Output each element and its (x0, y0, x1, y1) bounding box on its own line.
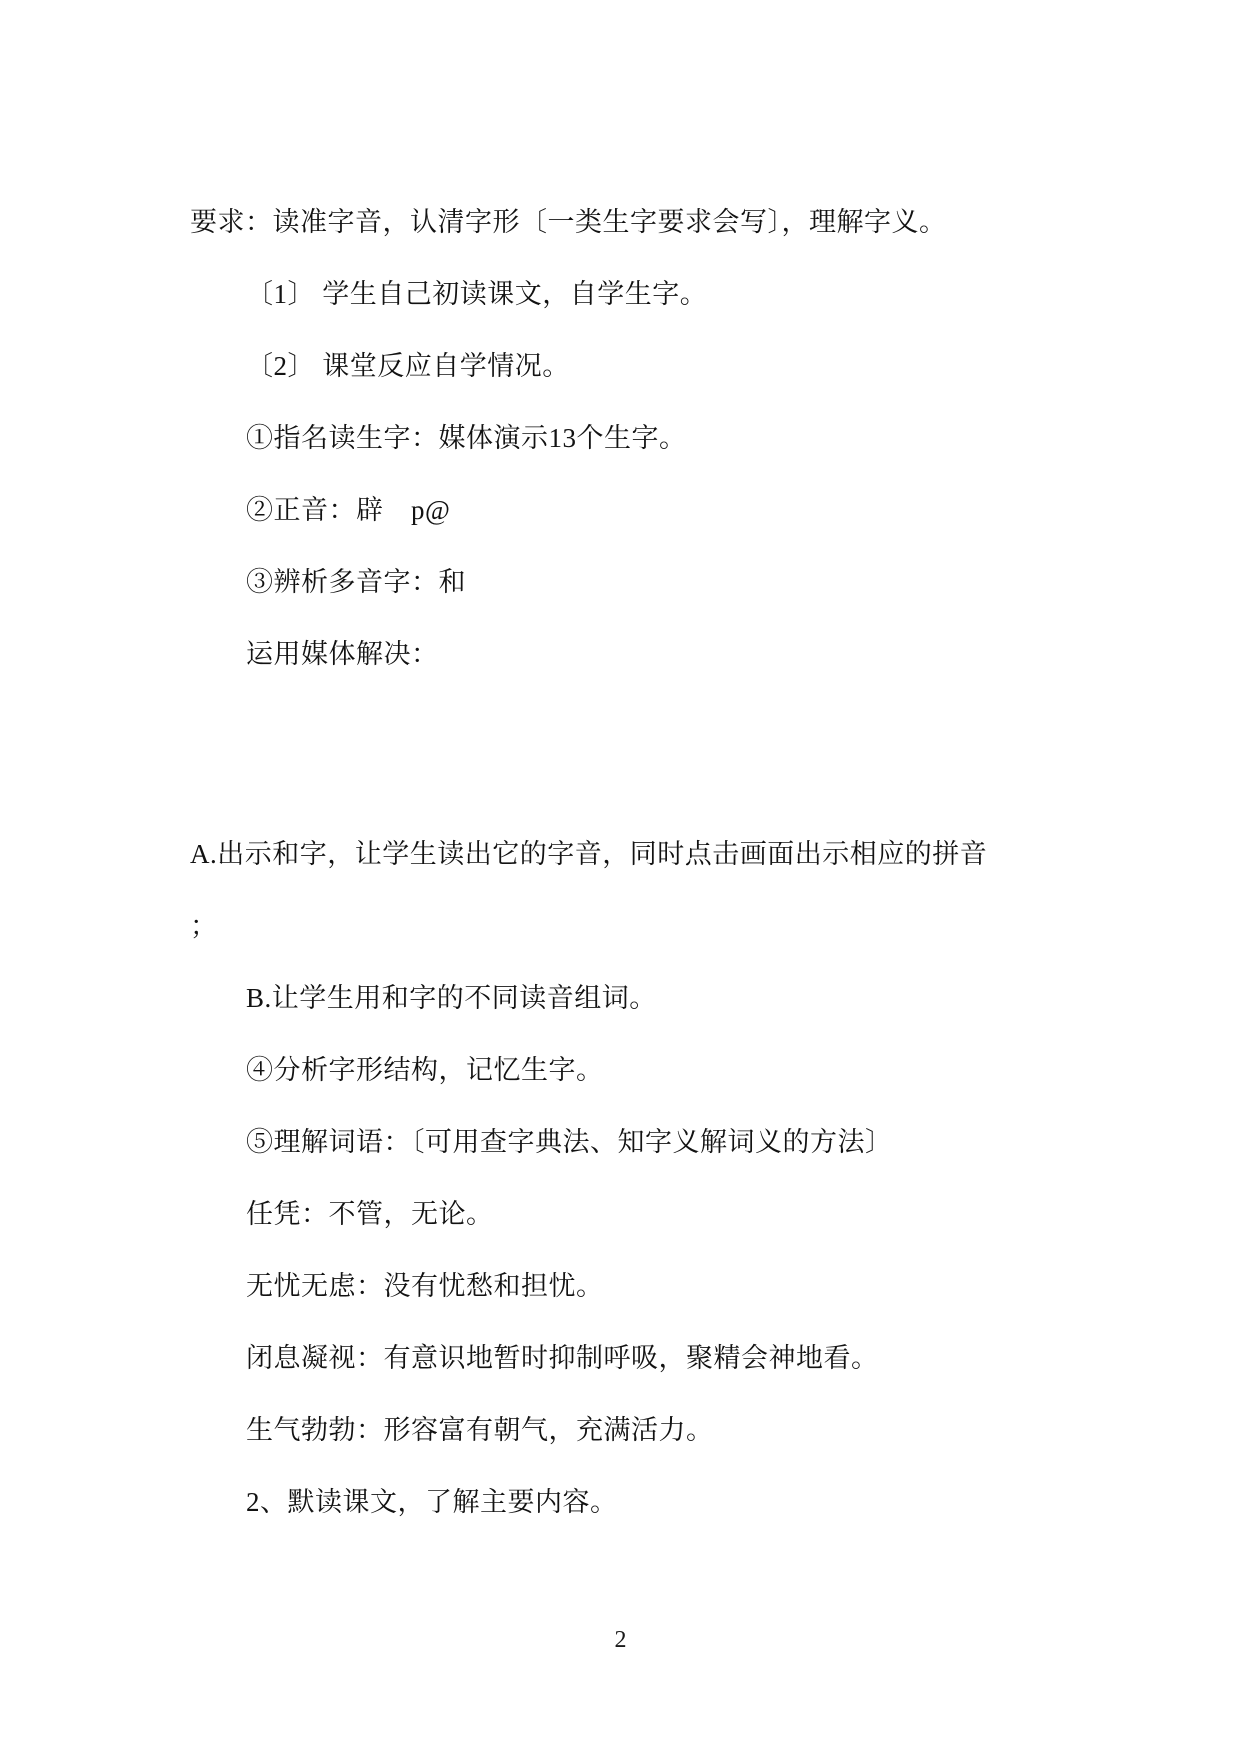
paragraph: 闭息凝视：有意识地暂时抑制呼吸，聚精会神地看。 (246, 1343, 879, 1373)
paragraph: 任凭：不管，无论。 (246, 1199, 494, 1229)
paragraph: 〔1〕 学生自己初读课文，自学生字。 (246, 279, 708, 309)
paragraph: 2、默读课文，了解主要内容。 (246, 1487, 618, 1517)
paragraph: 生气勃勃：形容富有朝气，充满活力。 (246, 1415, 714, 1445)
paragraph: ； (190, 911, 218, 941)
paragraph: 运用媒体解决： (246, 639, 439, 669)
blank-line (190, 711, 1150, 797)
paragraph: A.出示和字，让学生读出它的字音，同时点击画面出示相应的拼音 (190, 839, 988, 869)
paragraph: ③辨析多音字：和 (246, 567, 466, 597)
paragraph: 要求：读准字音，认清字形〔一类生字要求会写〕，理解字义。 (190, 207, 947, 237)
page-footer (0, 1626, 1241, 1654)
paragraph: ④分析字形结构，记忆生字。 (246, 1055, 604, 1085)
paragraph: ⑤理解词语：〔可用查字典法、知字义解词义的方法〕 (246, 1127, 893, 1157)
paragraph: B.让学生用和字的不同读音组词。 (246, 983, 657, 1013)
page-number: 2 (614, 1627, 627, 1653)
paragraph: 无忧无虑：没有忧愁和担忧。 (246, 1271, 604, 1301)
paragraph: ①指名读生字：媒体演示13个生字。 (246, 423, 687, 453)
paragraph: ②正音：辟 p@ (246, 495, 451, 525)
document-body (190, 207, 1150, 1559)
paragraph: 〔2〕 课堂反应自学情况。 (246, 351, 570, 381)
